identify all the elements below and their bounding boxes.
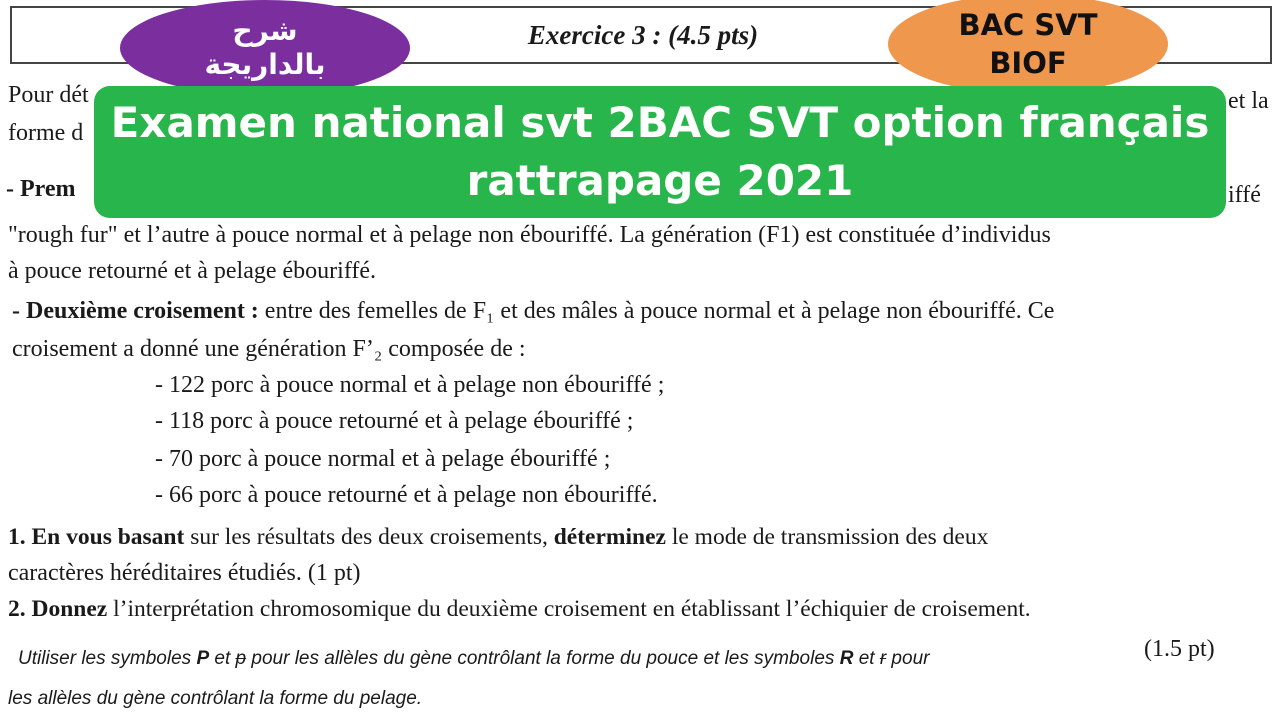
second-cross-line-2: croisement a donné une génération F’₂ composée de : — [12, 336, 526, 362]
question-2-label: 2. Donnez — [8, 596, 108, 622]
second-cross-text: entre des femelles de F₁ et des mâles à pouce normal et à pelage non ébouriffé. Ce — [258, 298, 1055, 324]
note-text-d: et — [853, 648, 880, 669]
question-1-bold: déterminez — [553, 524, 666, 550]
symbols-note-line-1 — [18, 648, 929, 670]
result-item-4: - 66 porc à pouce retourné et à pelage non ébouriffé. — [155, 482, 658, 508]
note-text-b: et — [209, 648, 236, 669]
note-text-c: pour les allèles du gène contrôlant la forme du pouce et les symboles — [246, 648, 840, 669]
question-2-text: l’interprétation chromosomique du deuxième croisement en établissant l’échiquier de croisement. — [107, 596, 1031, 622]
question-2-line-1 — [8, 594, 1031, 624]
intro-line-2-start: forme d — [8, 120, 84, 146]
result-item-3: - 70 porc à pouce normal et à pelage ébouriffé ; — [155, 446, 611, 472]
question-2-points: (1.5 pt) — [1144, 636, 1215, 662]
banner-line-2: rattrapage 2021 — [466, 156, 854, 205]
symbols-note-line-2: les allèles du gène contrôlant la forme du pelage. — [8, 688, 423, 709]
result-item-1: - 122 porc à pouce normal et à pelage non ébouriffé ; — [155, 372, 665, 398]
second-cross-line-1 — [12, 296, 1054, 326]
bac-svt-biof-badge — [888, 0, 1168, 94]
first-cross-line-2: "rough fur" et l’autre à pouce normal et à pelage non ébouriffé. La génération (F1) est constituée d’individus — [8, 222, 1051, 248]
question-1-text-a: sur les résultats des deux croisements, — [184, 524, 554, 550]
note-symbol-r: R — [839, 648, 854, 669]
first-cross-start: - Prem — [6, 176, 76, 202]
exercise-title: Exercice 3 : (4.5 pts) — [527, 20, 759, 50]
first-cross-end: iffé — [1228, 182, 1261, 208]
first-cross-line-3: à pouce retourné et à pelage ébouriffé. — [8, 258, 377, 284]
second-cross-label: - Deuxième croisement : — [12, 298, 259, 324]
orange-badge-line-2: BIOF — [989, 46, 1067, 80]
orange-badge-line-1: BAC SVT — [958, 8, 1098, 42]
note-symbol-r-small: r — [879, 648, 887, 669]
banner-line-1: Examen national svt 2BAC SVT option français — [110, 98, 1210, 147]
title-banner — [94, 86, 1226, 218]
purple-badge-line-1: شرح — [232, 14, 298, 47]
purple-badge-line-2: بالداريجة — [204, 48, 326, 81]
intro-line-1-start: Pour dét — [8, 82, 89, 108]
note-symbol-p-small: p — [235, 648, 247, 669]
note-symbol-p: P — [196, 648, 210, 669]
question-1-label: 1. En vous basant — [8, 524, 185, 550]
note-text-a: Utiliser les symboles — [18, 648, 197, 669]
note-text-e: pour — [886, 648, 930, 669]
question-1-line-2: caractères héréditaires étudiés. (1 pt) — [8, 560, 361, 586]
darija-explanation-badge — [120, 0, 410, 96]
intro-line-1-end: et la — [1228, 88, 1269, 114]
result-item-2: - 118 porc à pouce retourné et à pelage ébouriffé ; — [155, 408, 634, 434]
question-1-line-1 — [8, 522, 988, 552]
question-1-text-b: le mode de transmission des deux — [665, 524, 989, 550]
